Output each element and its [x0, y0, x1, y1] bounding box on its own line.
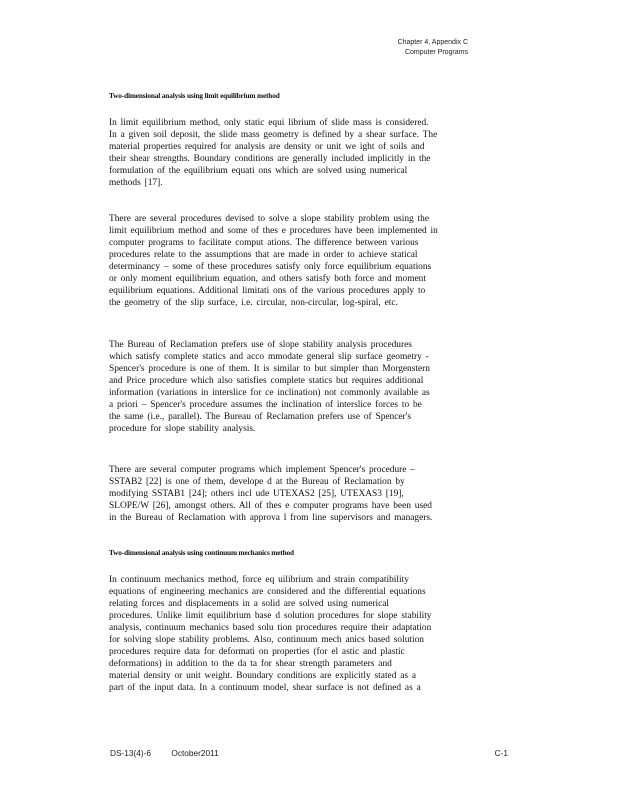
text-line: SLOPE/W [26], amongst others. All of thes e computer programs have been used — [109, 501, 432, 511]
text-line: and Price procedure which also satisfies complete statics but requires additional — [109, 376, 424, 386]
footer-doc-id: DS-13(4)-6 — [110, 748, 152, 758]
text-line: methods [17]. — [109, 178, 163, 188]
text-line: in the Bureau of Reclamation with approva l from line supervisors and managers. — [109, 513, 433, 523]
text-line: modifying SSTAB1 [24]; others incl ude UTEXAS2 [25], UTEXAS3 [19], — [109, 489, 404, 499]
header-subtitle: Computer Programs — [404, 49, 468, 56]
text-line: procedures. Unlike limit equilibrium base d solution procedures for slope stability — [109, 611, 432, 621]
text-line: In a given soil deposit, the slide mass geometry is defined by a shear surface. The — [109, 130, 438, 140]
paragraph — [109, 339, 504, 435]
header-chapter: Chapter 4, Appendix C — [397, 39, 468, 46]
text-line: material density or unit weight. Boundary conditions are explicitly stated as a — [109, 671, 417, 681]
text-line: determinancy – some of these procedures satisfy only force equilibrium equations — [109, 262, 432, 272]
section-heading-continuum-mechanics: Two-dimensional analysis using continuum mechanics method — [109, 548, 294, 557]
paragraph — [109, 117, 504, 189]
text-line: deformations) in addition to the da ta for shear strength parameters and — [109, 659, 392, 669]
text-line: SSTAB2 [22] is one of them, develope d at the Bureau of Reclamation by — [109, 477, 405, 487]
text-line: the same (i.e., parallel). The Bureau of Reclamation prefers use of Spencer's — [109, 412, 412, 422]
text-line: limit equilibrium method and some of thes e procedures have been implemented in — [109, 226, 438, 236]
paragraph — [109, 213, 504, 309]
text-line: procedures require data for deformati on properties (for el astic and plastic — [109, 647, 405, 657]
text-line: Spencer's procedure is one of them. It is similar to but simpler than Morgenstern — [109, 364, 430, 374]
paragraph — [109, 574, 504, 694]
text-line: information (variations in interslice for ce inclination) not commonly available as — [109, 388, 430, 398]
text-line: In limit equilibrium method, only static equi librium of slide mass is considered. — [109, 118, 429, 128]
text-line: procedures relate to the assumptions that are made in order to achieve statical — [109, 250, 418, 260]
text-line: a priori – Spencer's procedure assumes the inclination of interslice forces to be — [109, 400, 422, 410]
text-line: In continuum mechanics method, force eq uilibrium and strain compatibility — [109, 575, 409, 585]
footer-left — [110, 748, 219, 759]
text-line: material properties required for analysis are density or unit we ight of soils and — [109, 142, 425, 152]
text-line: their shear strengths. Boundary conditions are generally included implicitly in the — [109, 154, 431, 164]
page-header — [398, 38, 468, 58]
paragraph — [109, 464, 504, 524]
text-line: computer programs to facilitate comput ations. The difference between various — [109, 238, 419, 248]
text-line: relating forces and displacements in a solid are solved using numerical — [109, 599, 390, 609]
text-line: analysis, continuum mechanics based solu tion procedures require their adaptation — [109, 623, 432, 633]
text-line: equilibrium equations. Additional limitati ons of the various procedures apply to — [109, 286, 426, 296]
footer-date: October2011 — [171, 748, 219, 758]
text-line: which satisfy complete statics and acco mmodate general slip surface geometry - — [109, 352, 429, 362]
text-line: or only moment equilibrium equation, and others satisfy both force and moment — [109, 274, 426, 284]
text-line: part of the input data. In a continuum model, shear surface is not defined as a — [109, 683, 421, 693]
text-line: for solving slope stability problems. Also, continuum mech anics based solution — [109, 635, 424, 645]
footer-page-number: C-1 — [494, 748, 508, 758]
text-line: There are several computer programs which implement Spencer's procedure – — [109, 465, 415, 475]
text-line: The Bureau of Reclamation prefers use of slope stability analysis procedures — [109, 340, 412, 350]
text-line: the geometry of the slip surface, i.e. circular, non-circular, log-spiral, etc. — [109, 298, 398, 308]
text-line: equations of engineering mechanics are considered and the differential equations — [109, 587, 426, 597]
text-line: There are several procedures devised to solve a slope stability problem using the — [109, 214, 429, 224]
text-line: formulation of the equilibrium equati ons which are solved using numerical — [109, 166, 408, 176]
text-line: procedure for slope stability analysis. — [109, 424, 256, 434]
section-heading-limit-equilibrium: Two-dimensional analysis using limit equilibrium method — [109, 91, 280, 100]
